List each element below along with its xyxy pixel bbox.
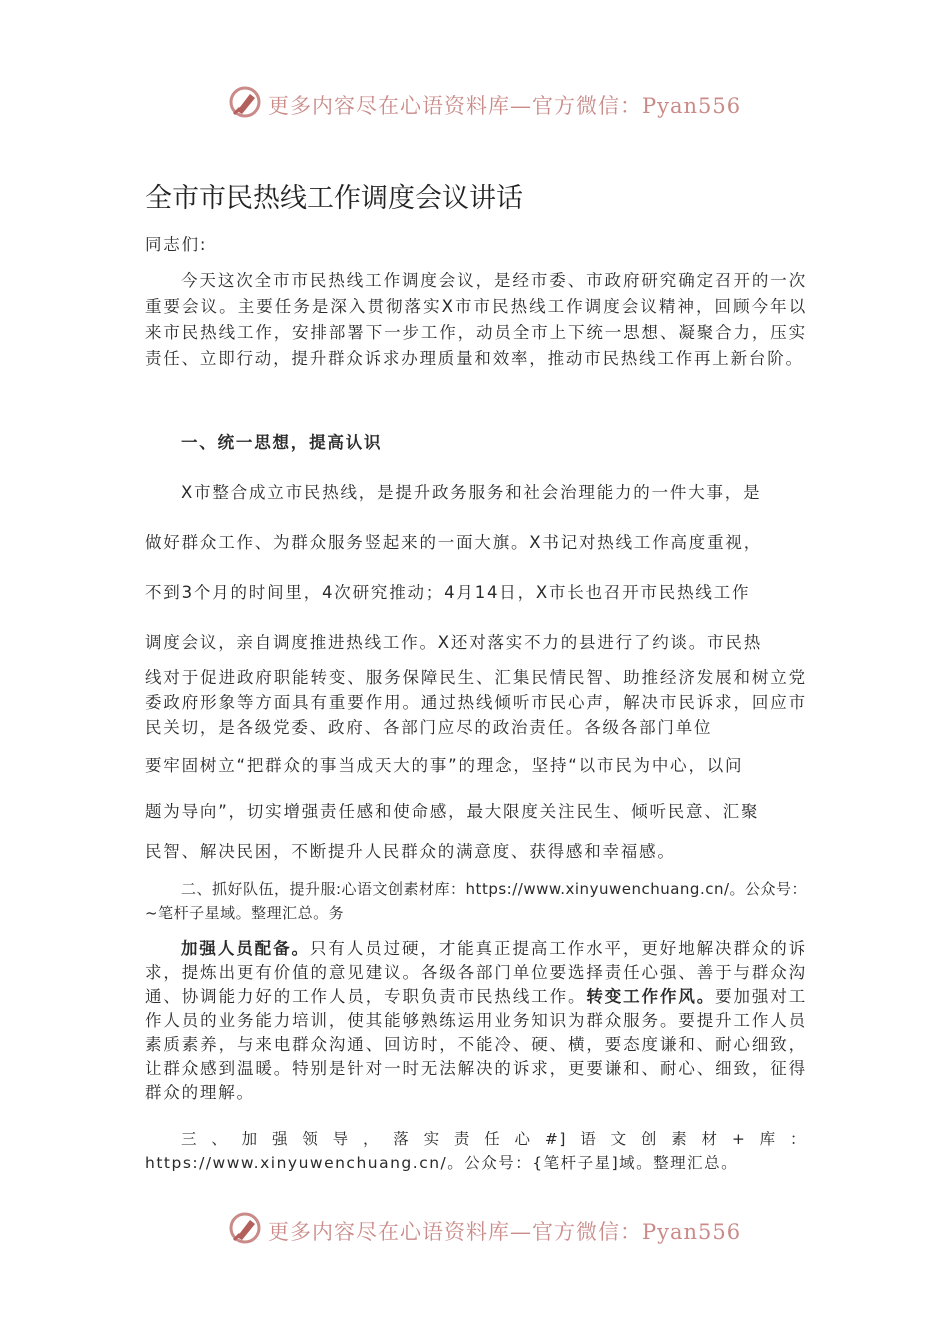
section-1-spaced-lines-2: [145, 754, 807, 870]
page-title: 全市市民热线工作调度会议讲话: [145, 183, 523, 214]
section-1-heading: 一、统一思想，提高认识: [181, 433, 383, 452]
greeting: 同志们:: [145, 235, 208, 254]
text-line: X市整合成立市民热线，是提升政务服务和社会治理能力的一件大事，是: [181, 483, 762, 502]
text-line: 不到3个月的时间里，4次研究推动；4月14日，X市长也召开市民热线工作: [145, 583, 751, 602]
section-1-body: 线对于促进政府职能转变、服务保障民生、汇集民情民智、助推经济发展和树立党委政府形象等方面具有重要作用。通过热线倾听市民心声，解决市民诉求，回应市民关切，是各级党委、政府、各部门应尽的政治责任。各级各部门单位: [145, 668, 807, 737]
text-line: 要牢固树立“把群众的事当成天大的事”的理念，坚持“以市民为中心，以问: [145, 756, 744, 775]
pen-nib-icon: [228, 84, 264, 120]
section-2-text-a: 只有人员过硬，才能真正提高工作水平，更好地解决群众的诉求，提炼出更有价值的意见建议。各级各部门单位要选择责任心强、善于与群众沟通、协调能力好的工作人员，专职负责市民热线工作。: [145, 939, 807, 1006]
section-2-body: [145, 937, 807, 1105]
footer-watermark-banner: [0, 1210, 950, 1250]
header-watermark-banner: [0, 84, 950, 124]
text-line: 民智、解决民困，不断提升人民群众的满意度、获得感和幸福感。: [145, 842, 676, 861]
pen-nib-icon: [228, 1210, 264, 1246]
section-2-heading: 二、抓好队伍，提升服:心语文创素材库：https://www.xinyuwenchuang.cn/。公众号：~笔杆子星域。整理汇总。务: [145, 880, 808, 922]
intro-paragraph: 今天这次全市市民热线工作调度会议，是经市委、市政府研究确定召开的一次重要会议。主要任务是深入贯彻落实X市市民热线工作调度会议精神，回顾今年以来市民热线工作，安排部署下一步工作，动员全市上下统一思想、凝聚合力，压实责任、立即行动，提升群众诉求办理质量和效率，推动市民热线工作再上新台阶。: [145, 271, 807, 368]
section-2-text-b: 要加强对工作人员的业务能力培训，使其能够熟练运用业务知识为群众服务。要提升工作人员素质素养，与来电群众沟通、回访时，不能冷、硬、横，要态度谦和、耐心细致，让群众感到温暖。特别是针对一时无法解决的诉求，更要谦和、耐心、细致，征得群众的理解。: [145, 987, 808, 1102]
banner-text: 更多内容尽在心语资料库—官方微信：Pyan556: [268, 1220, 742, 1244]
text-line: 做好群众工作、为群众服务竖起来的一面大旗。X书记对热线工作高度重视，: [145, 533, 763, 552]
section-2-lead: 加强人员配备。: [181, 939, 310, 958]
text-line: 调度会议，亲自调度推进热线工作。X还对落实不力的县进行了约谈。市民热: [145, 633, 763, 652]
text-line: 题为导向”，切实增强责任感和使命感，最大限度关注民生、倾听民意、汇聚: [145, 802, 760, 821]
section-2-lead-2: 转变工作作风。: [586, 987, 716, 1006]
banner-text: 更多内容尽在心语资料库—官方微信：Pyan556: [268, 94, 742, 118]
section-1-spaced-lines: [145, 481, 807, 661]
section-3-heading: 三、加强领导，落实责任心#]语文创素材+库：https://www.xinyuwenchuang.cn/。公众号：{笔杆子星]域。整理汇总。: [145, 1130, 807, 1172]
